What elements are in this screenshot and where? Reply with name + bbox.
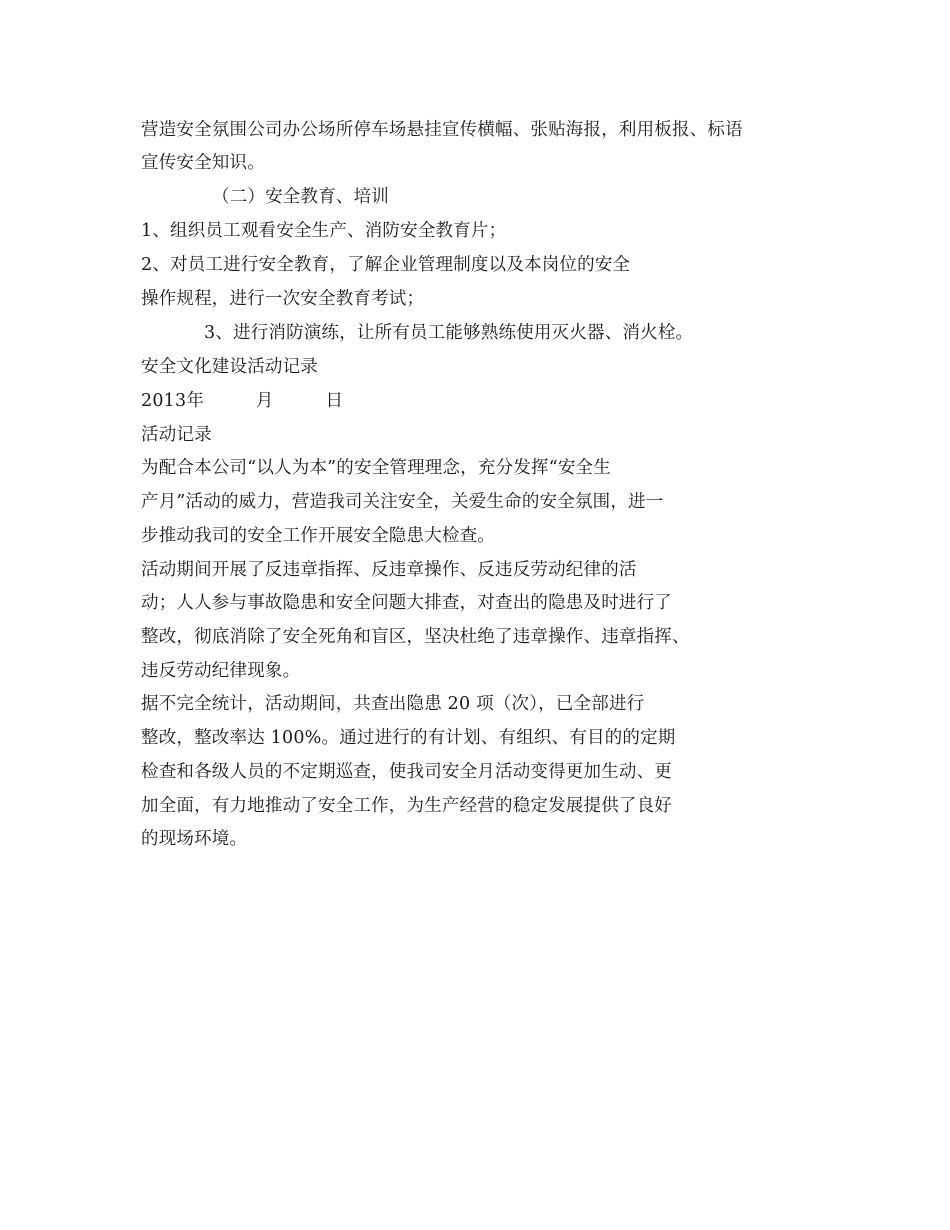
list-item: 2、对员工进行安全教育，了解企业管理制度以及本岗位的安全 [141, 255, 631, 275]
text-line: 为配合本公司“以人为本”的安全管理理念，充分发挥“安全生 [141, 458, 611, 478]
text-line: 宣传安全知识。 [141, 153, 265, 173]
text-line: 违反劳动纪律现象。 [141, 661, 301, 681]
list-item: 1、组织员工观看安全生产、消防安全教育片； [141, 221, 507, 241]
text-line: 整改，整改率达 100%。通过进行的有计划、有组织、有目的的定期 [141, 728, 676, 748]
text-line: 动；人人参与事故隐患和安全问题大排查，对查出的隐患及时进行了 [141, 593, 672, 613]
text-line: 产月”活动的威力，营造我司关注安全，关爱生命的安全氛围，进一 [141, 492, 664, 512]
record-title: 安全文化建设活动记录 [141, 357, 318, 377]
text-line: 操作规程，进行一次安全教育考试； [141, 289, 425, 309]
section-heading: （二）安全教育、培训 [212, 187, 389, 207]
list-item: 3、进行消防演练，让所有员工能够熟练使用灭火器、消火栓。 [204, 323, 694, 343]
text-line: 步推动我司的安全工作开展安全隐患大检查。 [141, 526, 495, 546]
text-line: 活动期间开展了反违章指挥、反违章操作、反违反劳动纪律的活 [141, 560, 637, 580]
text-line: 检查和各级人员的不定期巡查，使我司安全月活动变得更加生动、更 [141, 762, 672, 782]
text-line: 的现场环境。 [141, 829, 248, 849]
text-line: 整改，彻底消除了安全死角和盲区，坚决杜绝了违章操作、违章指挥、 [141, 627, 690, 647]
text-line: 据不完全统计，活动期间，共查出隐患 20 项（次），已全部进行 [141, 694, 645, 714]
text-line: 加全面，有力地推动了安全工作，为生产经营的稳定发展提供了良好 [141, 796, 672, 816]
text-line: 营造安全氛围公司办公场所停车场悬挂宣传横幅、张贴海报，利用板报、标语 [141, 120, 743, 140]
record-date: 2013年 月 日 [141, 391, 344, 411]
record-label: 活动记录 [141, 425, 212, 445]
